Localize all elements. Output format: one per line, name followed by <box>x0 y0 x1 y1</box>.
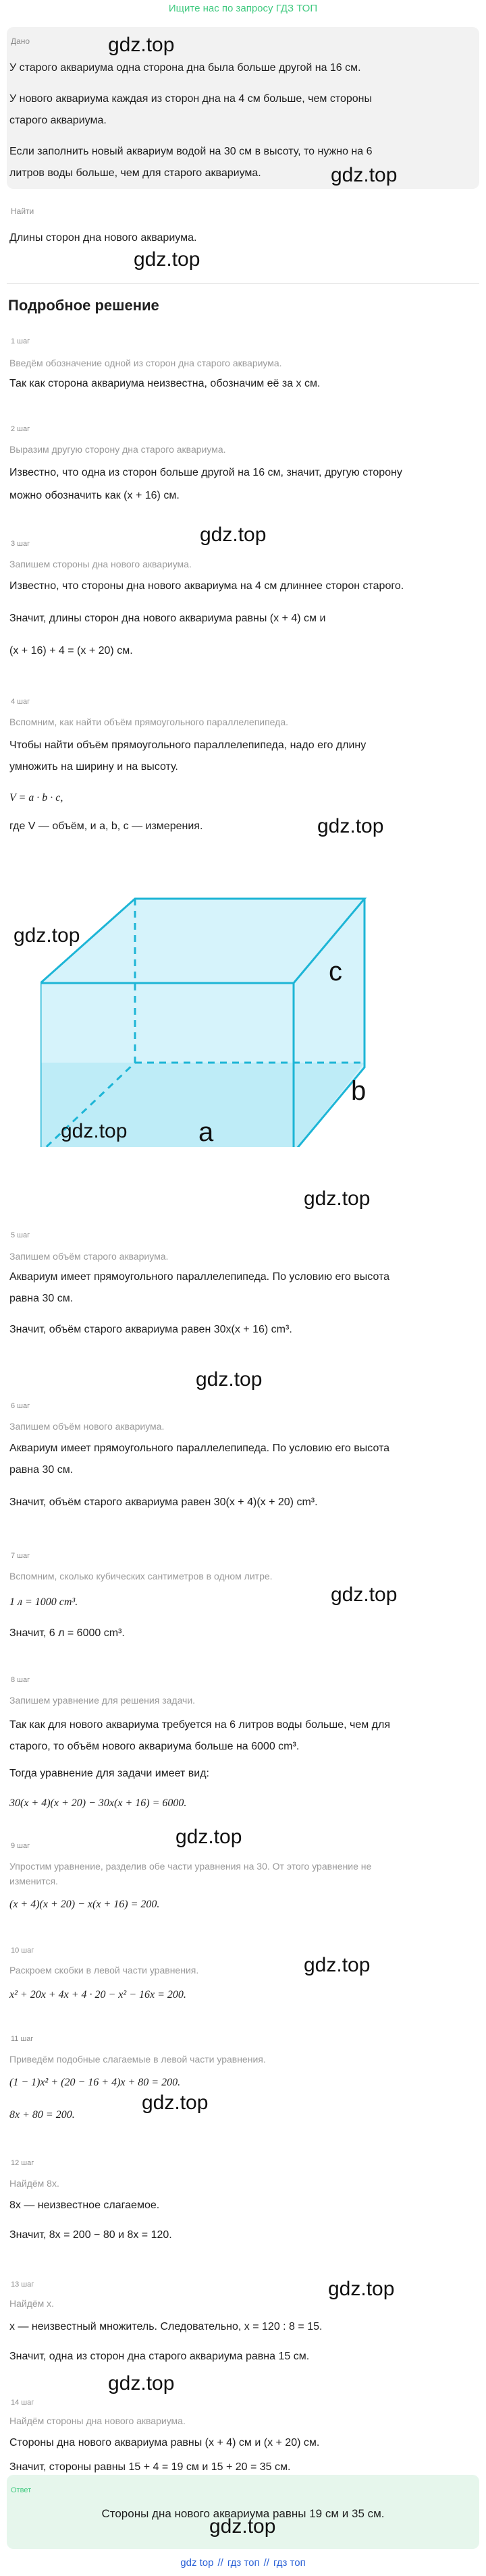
figure-label-c: c <box>329 957 342 986</box>
step-2-line-1: Известно, что одна из сторон больше другой на 16 см, значит, другую сторону <box>9 467 402 478</box>
step-3-line-3: (x + 16) + 4 = (x + 20) см. <box>9 645 133 656</box>
top-banner-link[interactable]: Ищите нас по запросу ГДЗ ТОП <box>168 3 318 14</box>
step-9-label: 9 шаг <box>11 1842 30 1850</box>
step-12-line-2: Значит, 8x = 200 − 80 и 8x = 120. <box>9 2229 172 2241</box>
step-4-line-1: Чтобы найти объём прямоугольного параллелепипеда, надо его длину <box>9 739 367 751</box>
step-12-line-1: 8x — неизвестное слагаемое. <box>9 2200 160 2211</box>
step-8-equation: 30(x + 4)(x + 20) − 30x(x + 16) = 6000. <box>9 1797 187 1809</box>
step-10-equation: x² + 20x + 4x + 4 · 20 − x² − 16x = 200. <box>9 1989 186 2000</box>
given-label: Дано <box>11 36 30 46</box>
answer-label: Ответ <box>11 2486 32 2494</box>
step-10-hint: Раскроем скобки в левой части уравнения. <box>9 1965 199 1976</box>
watermark: gdz.top <box>200 524 267 546</box>
footer-separator: // <box>263 2557 269 2569</box>
step-9-hint: Упростим уравнение, разделив обе части уравнения на 30. От этого уравнение не <box>9 1861 372 1872</box>
step-7-line-2: Значит, 6 л = 6000 cm³. <box>9 1627 125 1639</box>
step-2-line-2: можно обозначить как (x + 16) см. <box>9 490 180 501</box>
watermark: gdz.top <box>304 1187 371 1210</box>
figure-label-a: a <box>198 1117 214 1147</box>
step-3-line-1: Известно, что стороны дна нового аквариума на 4 см длиннее сторон старого. <box>9 580 404 592</box>
step-12-label: 12 шаг <box>11 2159 34 2167</box>
watermark: gdz.top <box>331 164 398 186</box>
step-6-label: 6 шаг <box>11 1402 30 1410</box>
given-line-2: У нового аквариума каждая из сторон дна на 4 см больше, чем стороны <box>9 93 372 105</box>
watermark: gdz.top <box>14 924 80 947</box>
step-7-hint: Вспомним, сколько кубических сантиметров в одном литре. <box>9 1571 273 1581</box>
step-8-line-2: старого, то объём нового аквариума больше на 6000 cm³. <box>9 1741 300 1752</box>
step-12-hint: Найдём 8x. <box>9 2178 59 2189</box>
watermark: gdz.top <box>304 1954 371 1976</box>
step-11-hint: Приведём подобные слагаемые в левой части уравнения. <box>9 2054 266 2065</box>
watermark: gdz.top <box>108 34 175 56</box>
step-8-line-1: Так как для нового аквариума требуется на 6 литров воды больше, чем для <box>9 1719 391 1731</box>
watermark: gdz.top <box>317 815 384 837</box>
step-13-line-2: Значит, одна из сторон дна старого аквариума равна 15 см. <box>9 2351 310 2362</box>
given-line-1: У старого аквариума одна сторона дна была больше другой на 16 см. <box>9 62 361 74</box>
solution-title: Подробное решение <box>8 297 159 314</box>
step-13-label: 13 шаг <box>11 2280 34 2289</box>
watermark: gdz.top <box>176 1826 242 1848</box>
step-4-line-4: где V — объём, и a, b, c — измерения. <box>9 820 203 832</box>
divider <box>7 283 479 284</box>
watermark: gdz.top <box>142 2092 209 2114</box>
step-2-label: 2 шаг <box>11 425 30 433</box>
step-6-hint: Запишем объём нового аквариума. <box>9 1421 165 1432</box>
parallelepiped-figure <box>40 891 392 1147</box>
step-14-hint: Найдём стороны дна нового аквариума. <box>9 2415 186 2426</box>
footer-link-2[interactable]: гдз топ <box>227 2557 260 2569</box>
given-line-5: литров воды больше, чем для старого аквариума. <box>9 167 261 179</box>
answer-text: Стороны дна нового аквариума равны 19 см и 35 см. <box>101 2507 385 2520</box>
step-5-line-1: Аквариум имеет прямоугольного параллелепипеда. По условию его высота <box>9 1271 390 1283</box>
step-14-line-2: Значит, стороны равны 15 + 4 = 19 см и 15 + 20 = 35 см. <box>9 2461 291 2473</box>
watermark: gdz.top <box>209 2515 276 2538</box>
watermark: gdz.top <box>331 1584 398 1606</box>
step-6-line-1: Аквариум имеет прямоугольного параллелепипеда. По условию его высота <box>9 1443 390 1454</box>
find-label: Найти <box>11 206 34 216</box>
watermark: gdz.top <box>134 248 200 271</box>
step-5-line-3: Значит, объём старого аквариума равен 30x(x + 16) cm³. <box>9 1324 292 1335</box>
given-line-4: Если заполнить новый аквариум водой на 30 см в высоту, то нужно на 6 <box>9 146 373 157</box>
figure-label-b: b <box>351 1076 367 1106</box>
footer-links <box>0 2557 486 2569</box>
step-11-label: 11 шаг <box>11 2035 34 2043</box>
step-11-equation-1: (1 − 1)x² + (20 − 16 + 4)x + 80 = 200. <box>9 2077 181 2088</box>
step-4-formula: V = a · b · c, <box>9 792 63 804</box>
step-3-label: 3 шаг <box>11 540 30 548</box>
watermark: gdz.top <box>328 2278 395 2300</box>
step-14-label: 14 шаг <box>11 2399 34 2407</box>
step-6-line-2: равна 30 см. <box>9 1464 74 1476</box>
step-3-hint: Запишем стороны дна нового аквариума. <box>9 559 192 569</box>
step-5-line-2: равна 30 см. <box>9 1293 74 1304</box>
footer-link-3[interactable]: гдз топ <box>273 2557 306 2569</box>
step-8-hint: Запишем уравнение для решения задачи. <box>9 1695 196 1706</box>
watermark: gdz.top <box>196 1368 263 1391</box>
step-4-hint: Вспомним, как найти объём прямоугольного параллелепипеда. <box>9 717 289 727</box>
watermark: gdz.top <box>108 2372 175 2395</box>
step-2-hint: Выразим другую сторону дна старого аквариума. <box>9 444 226 455</box>
step-7-line-1: 1 л = 1000 cm³. <box>9 1596 78 1608</box>
step-9-hint-2: изменится. <box>9 1876 58 1886</box>
step-1-label: 1 шаг <box>11 337 30 345</box>
step-10-label: 10 шаг <box>11 1947 34 1955</box>
footer-link-1[interactable]: gdz top <box>180 2557 214 2569</box>
step-11-equation-2: 8x + 80 = 200. <box>9 2109 75 2121</box>
step-13-hint: Найдём x. <box>9 2298 55 2309</box>
step-6-line-3: Значит, объём старого аквариума равен 30(x + 4)(x + 20) cm³. <box>9 1496 318 1508</box>
step-4-line-2: умножить на ширину и на высоту. <box>9 761 178 773</box>
step-9-equation: (x + 4)(x + 20) − x(x + 16) = 200. <box>9 1899 160 1910</box>
step-8-label: 8 шаг <box>11 1676 30 1684</box>
step-3-line-2: Значит, длины сторон дна нового аквариума равны (x + 4) см и <box>9 613 326 624</box>
watermark: gdz.top <box>61 1120 128 1142</box>
step-1-line: Так как сторона аквариума неизвестна, обозначим её за x см. <box>9 378 321 389</box>
step-1-hint: Введём обозначение одной из сторон дна старого аквариума. <box>9 358 282 368</box>
step-4-label: 4 шаг <box>11 698 30 706</box>
find-text: Длины сторон дна нового аквариума. <box>9 232 197 244</box>
step-5-hint: Запишем объём старого аквариума. <box>9 1251 169 1262</box>
step-7-label: 7 шаг <box>11 1552 30 1560</box>
footer-separator: // <box>217 2557 223 2569</box>
step-5-label: 5 шаг <box>11 1231 30 1239</box>
step-14-line-1: Стороны дна нового аквариума равны (x + 4) см и (x + 20) см. <box>9 2437 320 2448</box>
given-line-3: старого аквариума. <box>9 115 107 126</box>
step-8-line-3: Тогда уравнение для задачи имеет вид: <box>9 1768 209 1779</box>
step-13-line-1: x — неизвестный множитель. Следовательно, x = 120 : 8 = 15. <box>9 2321 323 2332</box>
